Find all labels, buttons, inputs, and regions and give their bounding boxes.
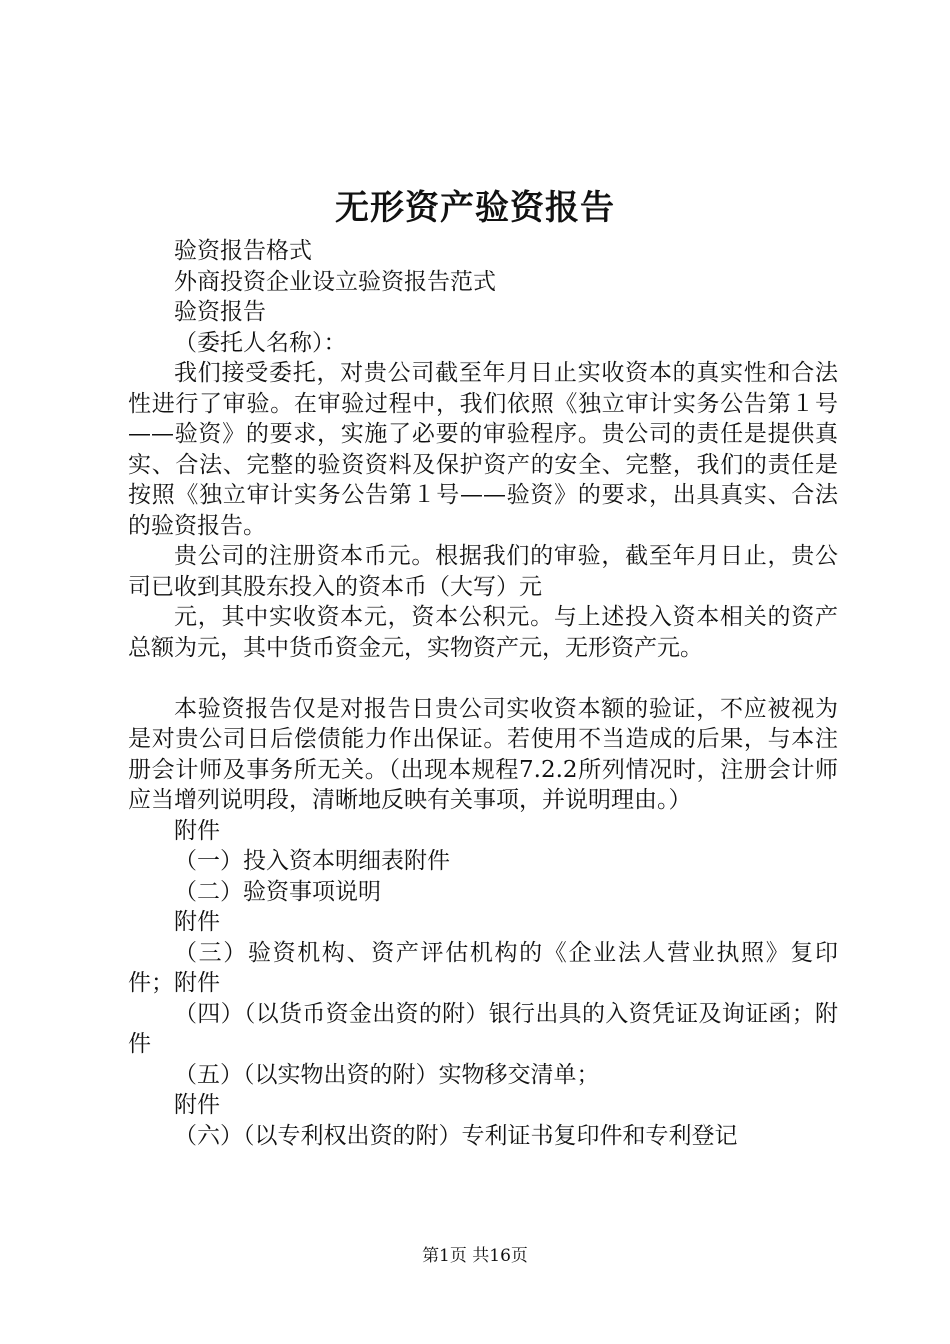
paragraph-attachment-2: （二）验资事项说明 — [174, 878, 381, 905]
paragraph-format-heading: 验资报告格式 — [174, 238, 312, 264]
paragraph-attachment-label: 附件 — [174, 817, 220, 844]
paragraph-attachment-5: （五）（以实物出资的附）实物移交清单； — [174, 1061, 600, 1088]
paragraph-disclaimer: 本验资报告仅是对报告日贵公司实收资本额的验证，不应被视为是对贵公司日后偿债能力作出保证。若使用不当造成的后果，与本注册会计师及事务所无关。（出现本规程7.2.2所列情况时，注册会计师应当增列说明段，清晰地反映有关事项，并说明理由。） — [128, 695, 838, 813]
paragraph-attachment-1: （一）投入资本明细表附件 — [174, 848, 450, 874]
blank-line — [128, 663, 838, 694]
document-title: 无形资产验资报告 — [335, 188, 615, 228]
paragraph-engagement: 我们接受委托，对贵公司截至年月日止实收资本的真实性和合法性进行了审验。在审验过程中，我们依照《独立审计实务公告第１号——验资》的要求，实施了必要的审验程序。贵公司的责任是提供真实、合法、完整的验资资料及保护资产的安全、完整，我们的责任是按照《独立审计实务公告第１号——验资》的要求，出具真实、合法的验资报告。 — [128, 360, 838, 539]
paragraph-attachment-label: 附件 — [174, 909, 220, 935]
paragraph-capital-breakdown: 元，其中实收资本元，资本公积元。与上述投入资本相关的资产总额为元，其中货币资金元，实物资产元，无形资产元。 — [128, 604, 838, 661]
paragraph-attachment-3: （三）验资机构、资产评估机构的《企业法人营业执照》复印件；附件 — [128, 939, 838, 996]
page-number-footer: 第1页 共16页 — [422, 1246, 528, 1266]
paragraph-attachment-4: （四）（以货币资金出资的附）银行出具的入资凭证及询证函；附件 — [128, 1000, 838, 1057]
paragraph-addressee: （委托人名称）： — [174, 329, 347, 356]
paragraph-report-heading: 验资报告 — [174, 299, 266, 325]
paragraph-attachment-6: （六）（以专利权出资的附）专利证书复印件和专利登记 — [174, 1122, 738, 1149]
paragraph-template-heading: 外商投资企业设立验资报告范式 — [174, 268, 496, 295]
paragraph-capital-registered: 贵公司的注册资本币元。根据我们的审验，截至年月日止，贵公司已收到其股东投入的资本币（大写）元 — [128, 543, 838, 600]
document-body — [128, 236, 838, 1151]
paragraph-attachment-label: 附件 — [174, 1092, 220, 1118]
